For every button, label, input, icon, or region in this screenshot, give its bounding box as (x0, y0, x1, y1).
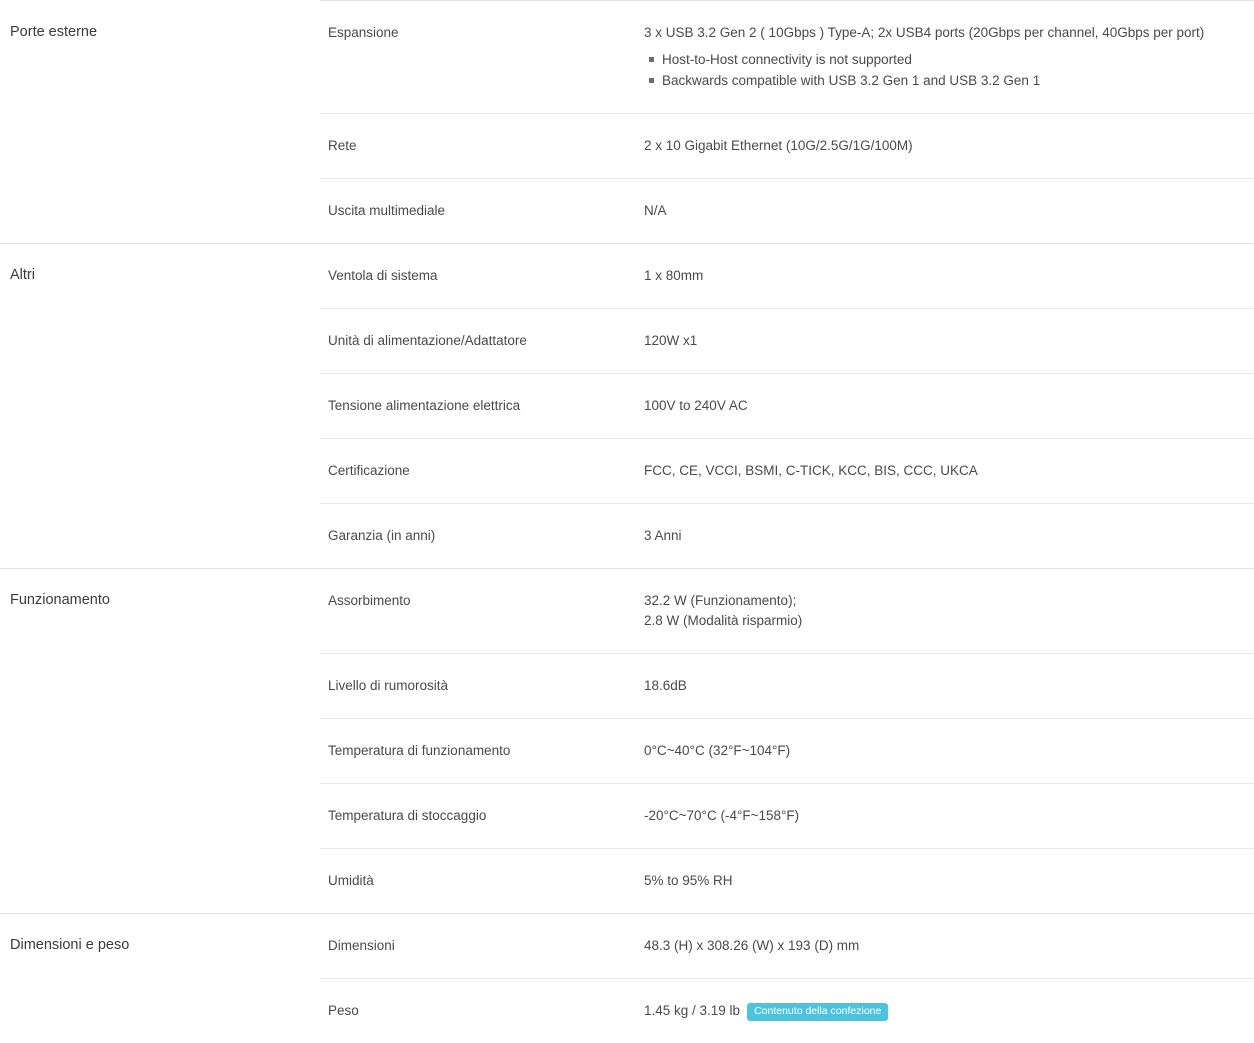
row-label-alimentazione-adattatore: Unità di alimentazione/Adattatore (320, 309, 644, 374)
row-label-ventola-di-sistema: Ventola di sistema (320, 244, 644, 309)
group-header-porte-esterne (0, 1, 320, 244)
row-value-assorbimento (644, 569, 1254, 654)
row-value-certificazione: FCC, CE, VCCI, BSMI, C-TICK, KCC, BIS, CCC, UKCA (644, 439, 1254, 504)
row-label-uscita-multimediale: Uscita multimediale (320, 179, 644, 244)
row-label-espansione: Espansione (320, 1, 644, 114)
row-value-text-line1: 32.2 W (Funzionamento); (644, 591, 1224, 611)
row-label-tensione-alimentazione: Tensione alimentazione elettrica (320, 374, 644, 439)
group-label: Funzionamento (10, 569, 320, 609)
table-row (0, 1, 1254, 114)
row-value-umidita: 5% to 95% RH (644, 849, 1254, 914)
row-label-peso: Peso (320, 979, 644, 1043)
row-label-garanzia: Garanzia (in anni) (320, 504, 644, 569)
group-label: Dimensioni e peso (10, 914, 320, 954)
row-label-dimensioni: Dimensioni (320, 914, 644, 979)
specifications-body (0, 1, 1254, 1043)
package-contents-badge[interactable]: Contenuto della confezione (747, 1003, 888, 1021)
row-value-alimentazione-adattatore: 120W x1 (644, 309, 1254, 374)
row-label-rete: Rete (320, 114, 644, 179)
list-item: Backwards compatible with USB 3.2 Gen 1 and USB 3.2 Gen 1 (662, 70, 1224, 91)
row-value-temperatura-funzionamento: 0°C~40°C (32°F~104°F) (644, 719, 1254, 784)
row-label-certificazione: Certificazione (320, 439, 644, 504)
row-value-temperatura-stoccaggio: -20°C~70°C (-4°F~158°F) (644, 784, 1254, 849)
row-value-espansione (644, 1, 1254, 114)
group-label: Altri (10, 244, 320, 284)
group-label: Porte esterne (10, 1, 320, 41)
row-value-dimensioni: 48.3 (H) x 308.26 (W) x 193 (D) mm (644, 914, 1254, 979)
row-value-text: 1.45 kg / 3.19 lb (644, 1003, 740, 1018)
row-label-temperatura-funzionamento: Temperatura di funzionamento (320, 719, 644, 784)
group-header-altri (0, 244, 320, 569)
table-row (0, 914, 1254, 979)
row-value-ventola-di-sistema: 1 x 80mm (644, 244, 1254, 309)
row-value-text-line2: 2.8 W (Modalità risparmio) (644, 611, 1224, 631)
row-value-livello-rumorosita: 18.6dB (644, 654, 1254, 719)
group-header-dimensioni-e-peso (0, 914, 320, 1043)
row-label-livello-rumorosita: Livello di rumorosità (320, 654, 644, 719)
table-row (0, 569, 1254, 654)
row-value-tensione-alimentazione: 100V to 240V AC (644, 374, 1254, 439)
row-value-text: 3 x USB 3.2 Gen 2 ( 10Gbps ) Type-A; 2x USB4 ports (20Gbps per channel, 40Gbps per port) (644, 23, 1224, 43)
row-label-assorbimento: Assorbimento (320, 569, 644, 654)
row-label-temperatura-stoccaggio: Temperatura di stoccaggio (320, 784, 644, 849)
row-value-bullets (644, 49, 1224, 91)
row-value-rete: 2 x 10 Gigabit Ethernet (10G/2.5G/1G/100M) (644, 114, 1254, 179)
table-row (0, 244, 1254, 309)
list-item: Host-to-Host connectivity is not supported (662, 49, 1224, 70)
row-value-peso (644, 979, 1254, 1043)
group-header-funzionamento (0, 569, 320, 914)
row-label-umidita: Umidità (320, 849, 644, 914)
row-value-garanzia: 3 Anni (644, 504, 1254, 569)
row-value-uscita-multimediale: N/A (644, 179, 1254, 244)
